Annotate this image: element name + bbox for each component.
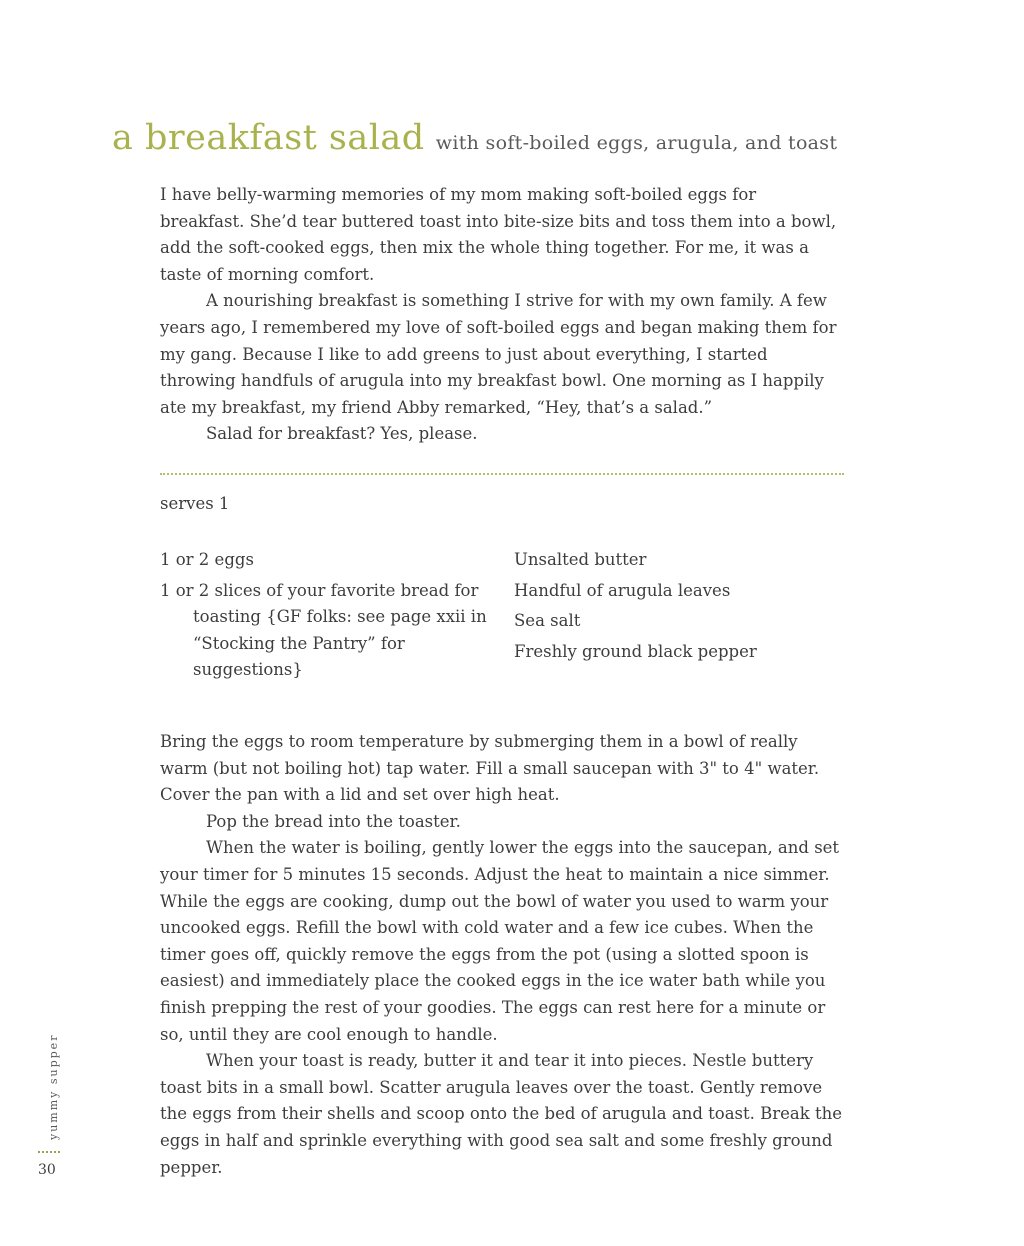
intro-paragraph: I have belly-warming memories of my mom making soft-boiled eggs for breakfast. She’d tear buttered toast into bite-size bits and toss them into a bowl, add the soft-cooked eggs, then mix the whole thing together. For me, it was a taste of morning comfort. — [160, 185, 837, 284]
ingredient-item: Freshly ground black pepper — [514, 641, 757, 661]
method-paragraph: When your toast is ready, butter it and tear it into pieces. Nestle buttery toast bits in a small bowl. Scatter arugula leaves over the toast. Gently remove the eggs from their shells and scoop onto the bed of arugula and toast. Break the eggs in half and sprinkle everything with good sea salt and some freshly ground pepper. — [160, 1051, 842, 1177]
footer-dots — [38, 1151, 60, 1153]
ingredient-item: 1 or 2 slices of your favorite bread for toasting {GF folks: see page xxii in “Stocking the Pantry” for suggestions} — [160, 580, 487, 680]
intro-paragraph: A nourishing breakfast is something I strive for with my own family. A few years ago, I remembered my love of soft-boiled eggs and began making them for my gang. Because I like to add greens to just about everything, I started throwing handfuls of arugula into my breakfast bowl. One morning as I happily ate my breakfast, my friend Abby remarked, “Hey, that’s a salad.” — [160, 291, 837, 417]
intro-paragraph: Salad for breakfast? Yes, please. — [206, 424, 478, 444]
recipe-title — [112, 118, 912, 158]
ingredient-item: 1 or 2 eggs — [160, 550, 254, 569]
section-label: yummy supper — [47, 1033, 60, 1140]
recipe-subtitle: with soft-boiled eggs, arugula, and toast — [435, 132, 838, 154]
ingredients-right — [514, 547, 834, 669]
method-text — [160, 729, 844, 1181]
method-paragraph: Bring the eggs to room temperature by submerging them in a bowl of really warm (but not boiling hot) tap water. Fill a small saucepan with 3" to 4" water. Cover the pan with a lid and set over high heat. — [160, 732, 820, 805]
ingredient-item: Unsalted butter — [514, 550, 647, 569]
page-number: 30 — [38, 1162, 56, 1178]
intro-text — [160, 182, 844, 448]
method-paragraph: Pop the bread into the toaster. — [206, 811, 461, 831]
method-paragraph: When the water is boiling, gently lower the eggs into the saucepan, and set your timer for 5 minutes 15 seconds. Adjust the heat to maintain a nice simmer. While the eggs are cooking, dump out the bowl of water you used to warm your uncooked eggs. Refill the bowl with cold water and a few ice cubes. When the timer goes off, quickly remove the eggs from the pot (using a slotted spoon is easiest) and immediately place the cooked eggs in the ice water bath while you finish prepping the rest of your goodies. The eggs can rest here for a minute or so, until they are cool enough to handle. — [160, 838, 840, 1044]
ingredients-left — [160, 547, 500, 688]
ingredient-item: Sea salt — [514, 611, 581, 631]
dotted-divider — [160, 473, 844, 475]
recipe-title-main: a breakfast salad — [112, 118, 425, 158]
serves-label: serves 1 — [160, 494, 230, 513]
ingredient-item: Handful of arugula leaves — [514, 580, 731, 600]
